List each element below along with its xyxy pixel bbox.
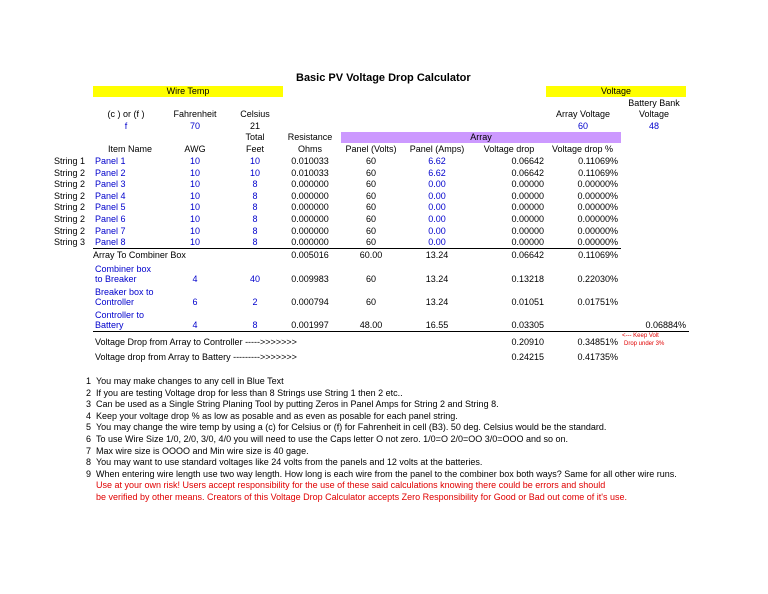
array-to-combiner-pct: 0.11069% <box>578 250 618 260</box>
ohms-header: Ohms <box>297 144 322 154</box>
summary-controller-label: Voltage Drop from Array to Controller ----->>>>>>> <box>95 337 297 347</box>
summary-controller-drop: 0.20910 <box>511 337 544 347</box>
note-number: 4 <box>86 410 92 421</box>
panel-volts-cell: 60 <box>365 237 376 248</box>
panel-drop-cell: 0.00000 <box>511 202 544 213</box>
celsius-value: 21 <box>249 121 260 131</box>
celsius-header: Celsius <box>240 109 270 119</box>
panel-drop-cell: 0.06642 <box>511 156 544 166</box>
panel-amps-cell[interactable]: 6.62 <box>428 167 446 178</box>
panel-string-cell: String 2 <box>54 179 86 190</box>
wire-temp-header: Wire Temp <box>93 86 283 97</box>
panel-volts-cell: 60 <box>365 190 376 201</box>
panel-ohms-cell: 0.000000 <box>291 225 329 236</box>
combiner-feet[interactable]: 40 <box>249 274 260 284</box>
unit-input[interactable]: f <box>124 121 128 131</box>
panel-volts-cell: 60 <box>365 225 376 236</box>
page-title: Basic PV Voltage Drop Calculator <box>296 72 471 84</box>
controller-awg[interactable]: 4 <box>192 320 198 330</box>
panel-awg-cell[interactable]: 10 <box>189 179 200 190</box>
note-number: 6 <box>86 434 92 444</box>
panel-string-cell: String 2 <box>54 202 86 213</box>
note-text: You may make changes to any cell in Blue Text <box>96 376 284 386</box>
panel-amps-cell[interactable]: 0.00 <box>428 202 446 213</box>
battery-bank-header-2: Voltage <box>638 109 670 119</box>
note-text: When entering wire length use two way length. How long is each wire from the panel to the combiner box both ways? Same for all other wire runs. <box>96 468 677 479</box>
summary-battery-pct: 0.41735% <box>577 352 618 362</box>
panel-ohms-cell: 0.000000 <box>291 179 329 190</box>
panel-name-cell[interactable]: Panel 4 <box>95 190 126 201</box>
panel-pct-cell: 0.11069% <box>578 156 618 166</box>
array-voltage-header: Array Voltage <box>555 109 611 119</box>
feet-header: Feet <box>245 144 264 154</box>
breaker-volts: 60 <box>365 297 376 307</box>
panel-pct-cell: 0.00000% <box>577 237 618 248</box>
panel-string-cell: String 3 <box>54 237 86 248</box>
panel-ohms-cell: 0.000000 <box>291 237 329 248</box>
note-number: 9 <box>86 468 92 479</box>
voltage-drop-pct-header: Voltage drop % <box>551 144 614 154</box>
array-to-combiner-amps: 13.24 <box>425 250 449 260</box>
panel-volts-header: Panel (Volts) <box>345 144 397 154</box>
summary-battery-drop: 0.24215 <box>511 352 544 362</box>
panel-ohms-cell: 0.000000 <box>291 202 329 213</box>
combiner-pct: 0.22030% <box>577 274 618 284</box>
panel-awg-cell[interactable]: 10 <box>189 190 200 201</box>
voltage-header: Voltage <box>546 86 686 97</box>
note-text: To use Wire Size 1/0, 2/0, 3/0, 4/0 you will need to use the Caps letter O not zero. 1/0=O 2/0=OO 3/0=OOO and so on. <box>96 434 569 444</box>
panel-feet-cell[interactable]: 10 <box>249 156 260 166</box>
controller-drop: 0.03305 <box>511 320 544 330</box>
panel-pct-cell: 0.00000% <box>577 202 618 213</box>
fahrenheit-value: 70 <box>189 121 200 131</box>
note-number: 8 <box>86 457 92 468</box>
panel-volts-cell: 60 <box>365 179 376 190</box>
battery-bank-header: Battery Bank <box>628 98 680 108</box>
note-text: You may want to use standard voltages like 24 volts from the panels and 12 volts at the batteries. <box>96 457 483 468</box>
array-to-combiner-drop: 0.06642 <box>511 250 544 260</box>
panel-pct-cell: 0.00000% <box>577 190 618 201</box>
disclaimer-line-2: be verified by other means. Creators of this Voltage Drop Calculator accepts Zero Responsibility for Good or Bad out come of it's use. <box>96 492 627 502</box>
controller-volts: 48.00 <box>359 320 383 330</box>
panel-name-cell[interactable]: Panel 8 <box>95 237 126 248</box>
panel-volts-cell: 60 <box>365 167 376 178</box>
disclaimer-line-1: Use at your own risk! Users accept responsibility for the use of these said calculations knowing there could be errors and should <box>96 480 606 490</box>
panel-name-cell[interactable]: Panel 5 <box>95 202 126 213</box>
panel-amps-cell[interactable]: 0.00 <box>428 179 446 190</box>
keep-volt-note-2: Drop under 3% <box>624 341 665 347</box>
resistance-header: Resistance <box>287 132 333 142</box>
combiner-drop: 0.13218 <box>511 274 544 284</box>
array-to-combiner-label: Array To Combiner Box <box>93 250 186 260</box>
panel-string-cell: String 2 <box>54 190 86 201</box>
total-header: Total <box>245 132 265 142</box>
panel-feet-cell[interactable]: 10 <box>249 167 260 178</box>
keep-volt-note: <--- Keep Volt <box>622 333 659 339</box>
note-number: 2 <box>86 387 92 398</box>
panel-name-cell[interactable]: Panel 7 <box>95 225 126 236</box>
panel-ohms-cell: 0.000000 <box>291 214 329 224</box>
note-text: Can be used as a Single String Planing Tool by putting Zeros in Panel Amps for String 2 and String 8. <box>96 399 499 410</box>
panel-awg-cell[interactable]: 10 <box>189 214 200 224</box>
panel-awg-cell[interactable]: 10 <box>189 202 200 213</box>
summary-battery-label: Voltage drop from Array to Battery --------->>>>>>> <box>95 352 297 362</box>
note-number: 3 <box>86 399 92 410</box>
array-to-combiner-ohms: 0.005016 <box>291 250 329 260</box>
panel-amps-header: Panel (Amps) <box>409 144 465 154</box>
battery-bank-input[interactable]: 48 <box>648 121 659 131</box>
panel-string-cell: String 2 <box>54 167 86 178</box>
item-name-header: Item Name <box>108 144 153 154</box>
combiner-volts: 60 <box>365 274 376 284</box>
panel-awg-cell[interactable]: 10 <box>189 156 200 166</box>
breaker-label-2: Controller <box>95 297 135 307</box>
panel-feet-cell[interactable]: 8 <box>252 179 258 190</box>
panel-drop-cell: 0.00000 <box>511 237 544 248</box>
breaker-awg[interactable]: 6 <box>192 297 198 307</box>
note-number: 1 <box>86 376 92 386</box>
panel-amps-cell[interactable]: 0.00 <box>428 225 446 236</box>
combiner-ohms: 0.009983 <box>291 274 329 284</box>
unit-header: (c ) or (f ) <box>107 109 145 119</box>
panel-name-cell[interactable]: Panel 2 <box>95 167 126 178</box>
panel-awg-cell[interactable]: 10 <box>189 225 200 236</box>
panel-pct-cell: 0.00000% <box>577 225 618 236</box>
panel-volts-cell: 60 <box>365 214 376 224</box>
array-voltage-input[interactable]: 60 <box>577 121 588 131</box>
array-header: Array <box>341 132 621 143</box>
combiner-label: Combiner box <box>95 264 152 274</box>
array-to-combiner-volts: 60.00 <box>359 250 383 260</box>
panel-ohms-cell: 0.010033 <box>291 156 329 166</box>
panel-amps-cell[interactable]: 0.00 <box>428 237 446 248</box>
panel-feet-cell[interactable]: 8 <box>252 225 258 236</box>
panel-pct-cell: 0.11069% <box>578 167 618 178</box>
panel-drop-cell: 0.00000 <box>511 179 544 190</box>
awg-header: AWG <box>184 144 206 154</box>
breaker-drop: 0.01051 <box>511 297 544 307</box>
controller-ohms: 0.001997 <box>291 320 329 330</box>
panel-feet-cell[interactable]: 8 <box>252 202 258 213</box>
panel-volts-cell: 60 <box>365 202 376 213</box>
breaker-ohms: 0.000794 <box>291 297 329 307</box>
controller-amps: 16.55 <box>425 320 449 330</box>
panel-feet-cell[interactable]: 8 <box>252 214 258 224</box>
panel-amps-cell[interactable]: 0.00 <box>428 190 446 201</box>
panel-awg-cell[interactable]: 10 <box>189 167 200 178</box>
note-text: Max wire size is OOOO and Min wire size is 40 gage. <box>96 445 309 456</box>
voltage-drop-header: Voltage drop <box>483 144 535 154</box>
breaker-pct: 0.01751% <box>577 297 618 307</box>
panel-name-cell[interactable]: Panel 1 <box>95 156 126 166</box>
controller-label-2: Battery <box>95 320 124 330</box>
controller-pct: 0.06884% <box>645 320 686 330</box>
note-text: Keep your voltage drop % as low as posable and as even as posable for each panel string. <box>96 410 458 421</box>
controller-label: Controller to <box>95 310 145 320</box>
combiner-awg[interactable]: 4 <box>192 274 198 284</box>
panel-drop-cell: 0.00000 <box>511 190 544 201</box>
panel-ohms-cell: 0.000000 <box>291 190 329 201</box>
breaker-feet[interactable]: 2 <box>252 297 258 307</box>
breaker-amps: 13.24 <box>425 297 449 307</box>
fahrenheit-header: Fahrenheit <box>173 109 217 119</box>
note-number: 7 <box>86 445 92 456</box>
panel-drop-cell: 0.00000 <box>511 225 544 236</box>
panel-amps-cell[interactable]: 0.00 <box>428 214 446 224</box>
panel-awg-cell[interactable]: 10 <box>189 237 200 248</box>
panel-drop-cell: 0.00000 <box>511 214 544 224</box>
panel-amps-cell[interactable]: 6.62 <box>428 156 446 166</box>
panel-string-cell: String 1 <box>54 156 86 166</box>
summary-controller-pct: 0.34851% <box>577 337 618 347</box>
panel-volts-cell: 60 <box>365 156 376 166</box>
combiner-amps: 13.24 <box>425 274 449 284</box>
panel-name-cell[interactable]: Panel 6 <box>95 214 126 224</box>
combiner-label-2: to Breaker <box>95 274 137 284</box>
controller-feet[interactable]: 8 <box>252 320 258 330</box>
panel-string-cell: String 2 <box>54 214 86 224</box>
panel-pct-cell: 0.00000% <box>577 179 618 190</box>
panel-string-cell: String 2 <box>54 225 86 236</box>
breaker-label: Breaker box to <box>95 287 154 297</box>
note-number: 5 <box>86 422 92 433</box>
panel-ohms-cell: 0.010033 <box>291 167 329 178</box>
note-text: If you are testing Voltage drop for less than 8 Strings use String 1 then 2 etc.. <box>96 387 403 398</box>
panel-feet-cell[interactable]: 8 <box>252 190 258 201</box>
note-text: You may change the wire temp by using a (c) for Celsius or (f) for Fahrenheit in cell (B3). 50 deg. Celsius would be the standard. <box>96 422 607 433</box>
panel-feet-cell[interactable]: 8 <box>252 237 258 248</box>
panel-pct-cell: 0.00000% <box>577 214 618 224</box>
panel-drop-cell: 0.06642 <box>511 167 544 178</box>
panel-name-cell[interactable]: Panel 3 <box>95 179 126 190</box>
